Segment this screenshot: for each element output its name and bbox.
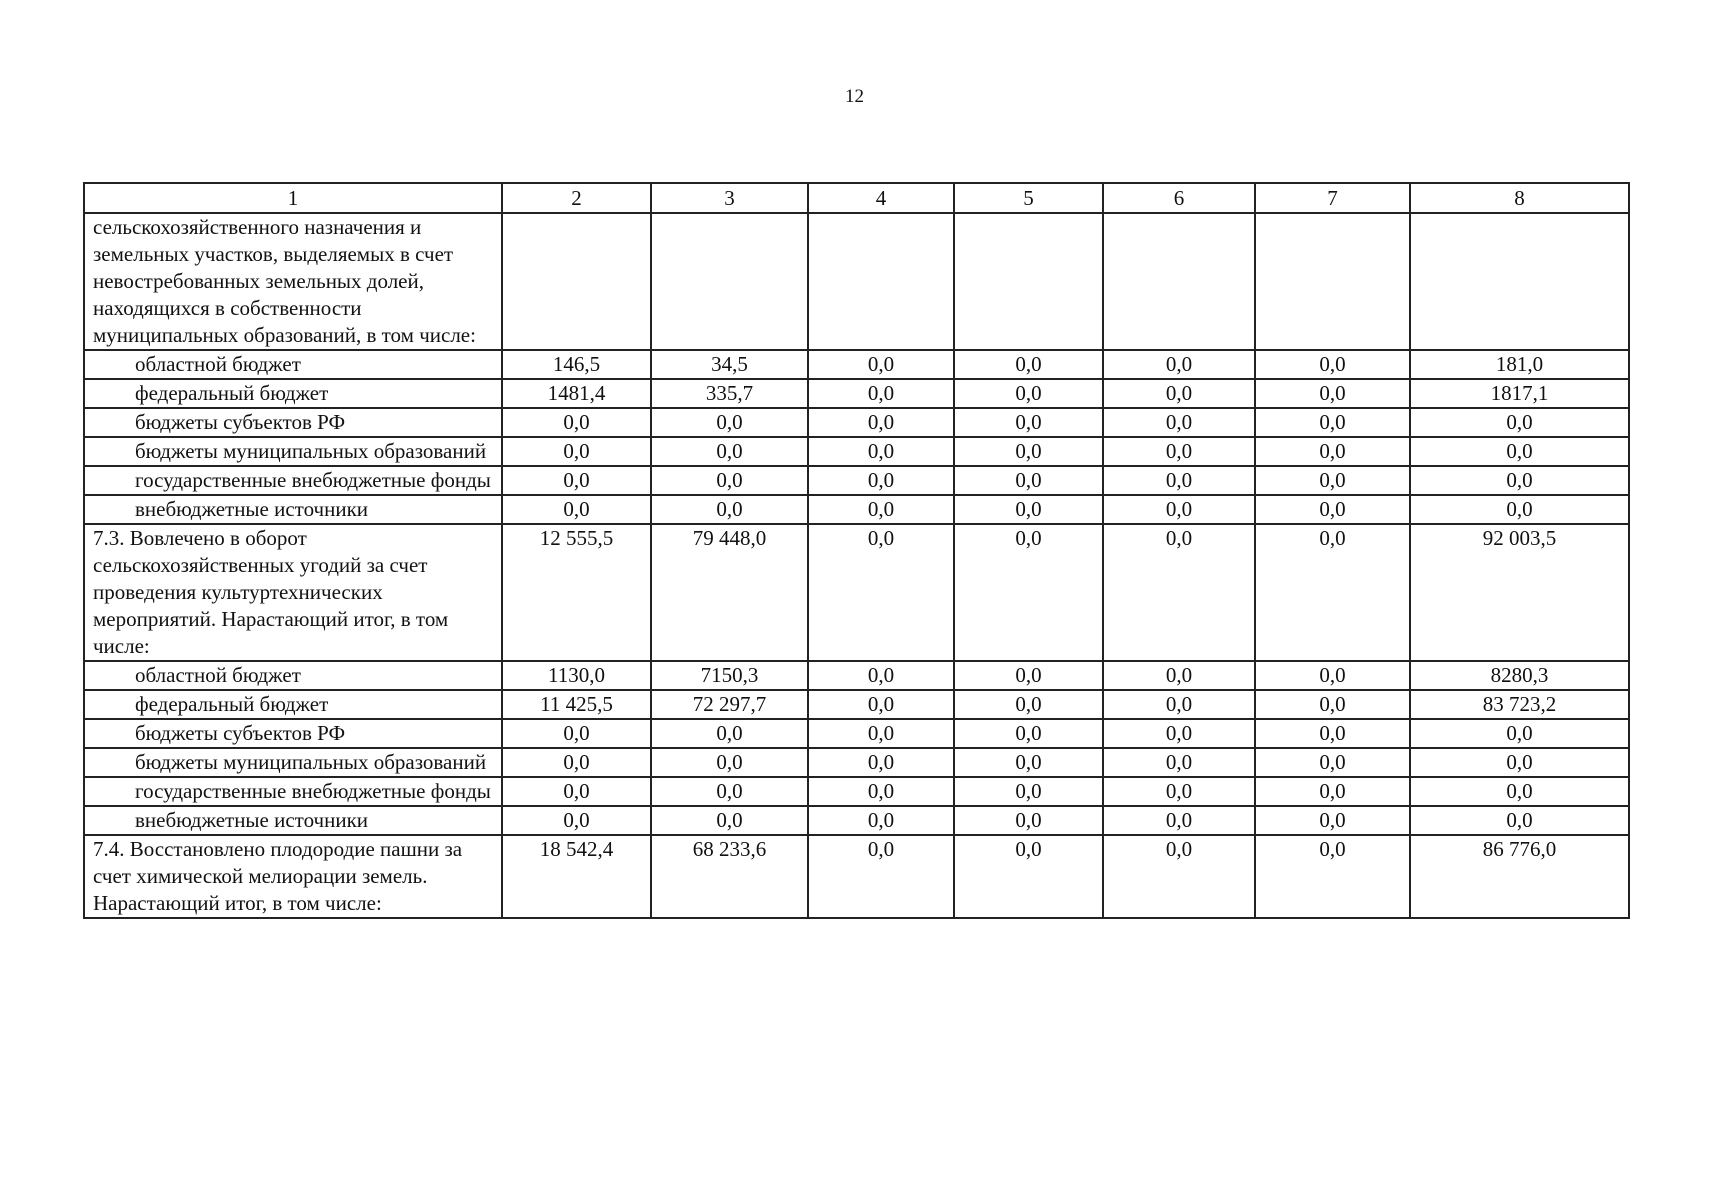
cell-col-5: 0,0 [954, 777, 1103, 806]
section-label: 7.4. Восстановлено плодородие пашни за счет химической мелиорации земель. Нарастающий итог, в том числе: [84, 835, 502, 918]
row-label: областной бюджет [84, 661, 502, 690]
page-number: 12 [845, 86, 864, 107]
cell-col-3: 0,0 [651, 495, 808, 524]
cell-col-2: 18 542,4 [502, 835, 651, 918]
section-label: сельскохозяйственного назначения и земельных участков, выделяемых в счет невостребованных земельных долей, находящихся в собственности муниципальных образований, в том числе: [84, 213, 502, 350]
table-row [84, 379, 1629, 408]
cell-col-7: 0,0 [1255, 835, 1410, 918]
table-body [84, 213, 1629, 918]
cell-col-2: 0,0 [502, 437, 651, 466]
cell-col-6: 0,0 [1103, 806, 1255, 835]
cell-col-2: 1130,0 [502, 661, 651, 690]
cell-col-5: 0,0 [954, 379, 1103, 408]
cell-col-8: 92 003,5 [1410, 524, 1629, 661]
cell-col-5: 0,0 [954, 437, 1103, 466]
cell-col-3: 0,0 [651, 466, 808, 495]
cell-col-3: 0,0 [651, 748, 808, 777]
cell-col-4: 0,0 [808, 524, 954, 661]
cell-col-3: 335,7 [651, 379, 808, 408]
cell-col-4: 0,0 [808, 661, 954, 690]
cell-col-5: 0,0 [954, 350, 1103, 379]
cell-col-6: 0,0 [1103, 379, 1255, 408]
cell-col-6: 0,0 [1103, 661, 1255, 690]
cell-col-4: 0,0 [808, 495, 954, 524]
table-row [84, 719, 1629, 748]
cell-col-8: 0,0 [1410, 719, 1629, 748]
cell-col-4: 0,0 [808, 690, 954, 719]
cell-col-8: 0,0 [1410, 806, 1629, 835]
table-row [84, 661, 1629, 690]
cell-col-4 [808, 213, 954, 350]
cell-col-4: 0,0 [808, 379, 954, 408]
cell-col-7: 0,0 [1255, 690, 1410, 719]
cell-col-6: 0,0 [1103, 350, 1255, 379]
row-label: бюджеты муниципальных образований [84, 437, 502, 466]
cell-col-5: 0,0 [954, 495, 1103, 524]
cell-col-3: 34,5 [651, 350, 808, 379]
cell-col-2 [502, 213, 651, 350]
cell-col-5: 0,0 [954, 408, 1103, 437]
cell-col-2: 0,0 [502, 748, 651, 777]
cell-col-2: 0,0 [502, 495, 651, 524]
cell-col-5: 0,0 [954, 524, 1103, 661]
cell-col-6: 0,0 [1103, 748, 1255, 777]
column-header-7: 7 [1255, 183, 1410, 213]
cell-col-3: 79 448,0 [651, 524, 808, 661]
table-row [84, 350, 1629, 379]
cell-col-6: 0,0 [1103, 690, 1255, 719]
cell-col-7: 0,0 [1255, 806, 1410, 835]
table-section-row [84, 524, 1629, 661]
cell-col-3: 0,0 [651, 719, 808, 748]
column-header-8: 8 [1410, 183, 1629, 213]
cell-col-3: 72 297,7 [651, 690, 808, 719]
cell-col-3: 0,0 [651, 437, 808, 466]
cell-col-5: 0,0 [954, 748, 1103, 777]
row-label: внебюджетные источники [84, 495, 502, 524]
table-row [84, 437, 1629, 466]
cell-col-4: 0,0 [808, 408, 954, 437]
cell-col-8: 1817,1 [1410, 379, 1629, 408]
cell-col-6: 0,0 [1103, 777, 1255, 806]
cell-col-6: 0,0 [1103, 437, 1255, 466]
cell-col-8: 0,0 [1410, 777, 1629, 806]
cell-col-3: 68 233,6 [651, 835, 808, 918]
cell-col-7 [1255, 213, 1410, 350]
cell-col-8: 8280,3 [1410, 661, 1629, 690]
cell-col-5: 0,0 [954, 661, 1103, 690]
cell-col-6 [1103, 213, 1255, 350]
cell-col-6: 0,0 [1103, 466, 1255, 495]
cell-col-2: 0,0 [502, 806, 651, 835]
row-label: государственные внебюджетные фонды [84, 466, 502, 495]
row-label: федеральный бюджет [84, 690, 502, 719]
cell-col-2: 0,0 [502, 719, 651, 748]
column-header-6: 6 [1103, 183, 1255, 213]
cell-col-4: 0,0 [808, 437, 954, 466]
cell-col-8 [1410, 213, 1629, 350]
table-section-row [84, 213, 1629, 350]
cell-col-4: 0,0 [808, 806, 954, 835]
cell-col-6: 0,0 [1103, 495, 1255, 524]
cell-col-6: 0,0 [1103, 524, 1255, 661]
row-label: внебюджетные источники [84, 806, 502, 835]
cell-col-6: 0,0 [1103, 408, 1255, 437]
cell-col-7: 0,0 [1255, 777, 1410, 806]
cell-col-7: 0,0 [1255, 661, 1410, 690]
cell-col-7: 0,0 [1255, 408, 1410, 437]
cell-col-7: 0,0 [1255, 466, 1410, 495]
cell-col-7: 0,0 [1255, 524, 1410, 661]
cell-col-8: 0,0 [1410, 466, 1629, 495]
cell-col-2: 0,0 [502, 466, 651, 495]
column-header-1: 1 [84, 183, 502, 213]
cell-col-3: 0,0 [651, 777, 808, 806]
cell-col-8: 0,0 [1410, 748, 1629, 777]
table-row [84, 495, 1629, 524]
cell-col-7: 0,0 [1255, 350, 1410, 379]
cell-col-7: 0,0 [1255, 379, 1410, 408]
cell-col-5: 0,0 [954, 466, 1103, 495]
cell-col-8: 86 776,0 [1410, 835, 1629, 918]
cell-col-8: 0,0 [1410, 408, 1629, 437]
table-row [84, 408, 1629, 437]
cell-col-2: 12 555,5 [502, 524, 651, 661]
row-label: федеральный бюджет [84, 379, 502, 408]
column-header-3: 3 [651, 183, 808, 213]
table-row [84, 777, 1629, 806]
cell-col-4: 0,0 [808, 719, 954, 748]
cell-col-3: 0,0 [651, 408, 808, 437]
cell-col-4: 0,0 [808, 748, 954, 777]
cell-col-7: 0,0 [1255, 437, 1410, 466]
cell-col-8: 83 723,2 [1410, 690, 1629, 719]
cell-col-2: 0,0 [502, 777, 651, 806]
budget-table [83, 182, 1630, 919]
cell-col-7: 0,0 [1255, 719, 1410, 748]
table-row [84, 748, 1629, 777]
section-label: 7.3. Вовлечено в оборот сельскохозяйственных угодий за счет проведения культуртехнических мероприятий. Нарастающий итог, в том числе: [84, 524, 502, 661]
cell-col-3: 0,0 [651, 806, 808, 835]
cell-col-5: 0,0 [954, 690, 1103, 719]
cell-col-2: 0,0 [502, 408, 651, 437]
cell-col-8: 0,0 [1410, 437, 1629, 466]
column-header-2: 2 [502, 183, 651, 213]
table-section-row [84, 835, 1629, 918]
column-header-5: 5 [954, 183, 1103, 213]
header-row [84, 183, 1629, 213]
cell-col-2: 1481,4 [502, 379, 651, 408]
cell-col-4: 0,0 [808, 466, 954, 495]
table-row [84, 466, 1629, 495]
row-label: бюджеты муниципальных образований [84, 748, 502, 777]
table-row [84, 690, 1629, 719]
row-label: областной бюджет [84, 350, 502, 379]
cell-col-5: 0,0 [954, 719, 1103, 748]
cell-col-4: 0,0 [808, 835, 954, 918]
row-label: бюджеты субъектов РФ [84, 408, 502, 437]
cell-col-7: 0,0 [1255, 748, 1410, 777]
cell-col-6: 0,0 [1103, 719, 1255, 748]
cell-col-3 [651, 213, 808, 350]
cell-col-3: 7150,3 [651, 661, 808, 690]
table-row [84, 806, 1629, 835]
cell-col-2: 11 425,5 [502, 690, 651, 719]
cell-col-5: 0,0 [954, 806, 1103, 835]
row-label: государственные внебюджетные фонды [84, 777, 502, 806]
cell-col-4: 0,0 [808, 350, 954, 379]
cell-col-5: 0,0 [954, 835, 1103, 918]
cell-col-2: 146,5 [502, 350, 651, 379]
column-header-4: 4 [808, 183, 954, 213]
cell-col-7: 0,0 [1255, 495, 1410, 524]
row-label: бюджеты субъектов РФ [84, 719, 502, 748]
cell-col-8: 0,0 [1410, 495, 1629, 524]
cell-col-6: 0,0 [1103, 835, 1255, 918]
cell-col-5 [954, 213, 1103, 350]
cell-col-4: 0,0 [808, 777, 954, 806]
cell-col-8: 181,0 [1410, 350, 1629, 379]
